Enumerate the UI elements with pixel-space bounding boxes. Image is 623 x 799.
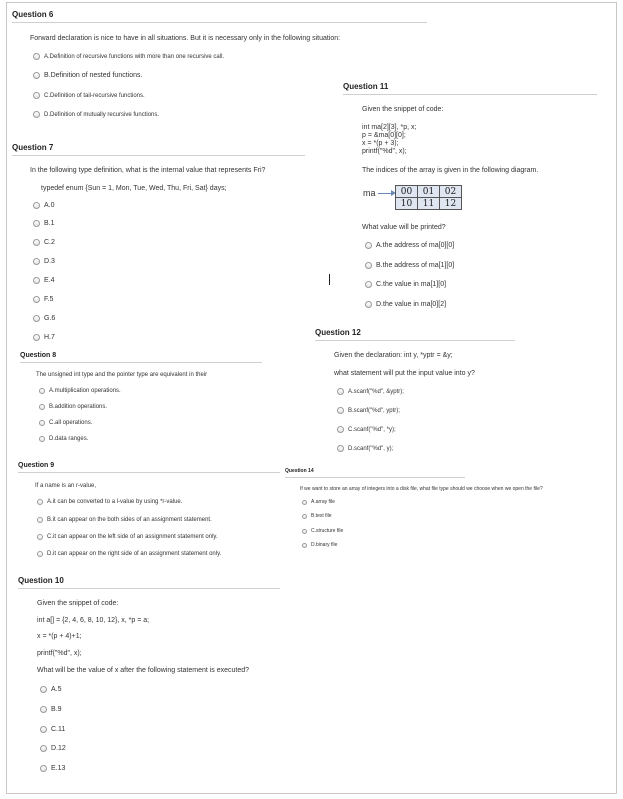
question-10-code-line-3: printf("%d", x); [37,650,82,657]
radio-button[interactable] [33,315,40,322]
radio-button[interactable] [337,388,344,395]
text-cursor-icon [329,274,330,285]
question-9-option-b[interactable]: B.it can appear on the both sides of an assignment statement. [37,517,212,523]
radio-button[interactable] [39,420,45,426]
question-8-title: Question 8 [20,352,262,363]
radio-button[interactable] [302,514,307,519]
question-11-title: Question 11 [343,82,597,95]
radio-button[interactable] [40,765,47,772]
radio-button[interactable] [33,220,40,227]
question-7-prompt: In the following type definition, what is the internal value that represents Fri? [30,167,266,174]
question-8-prompt: The unsigned int type and the pointer type are equivalent in their [36,372,208,378]
question-10-option-a[interactable]: A.5 [40,686,62,693]
question-14-option-a[interactable]: A.array file [302,499,335,505]
radio-button[interactable] [33,239,40,246]
question-11-code-line-2: p = &ma[0][0]; [362,132,406,139]
question-9-option-d[interactable]: D.it can appear on the right side of an assignment statement only. [37,551,221,557]
question-7-option-e[interactable]: E.4 [33,277,55,284]
array-cell-10: 10 [396,198,418,210]
question-7-code: typedef enum {Sun = 1, Mon, Tue, Wed, Thu, Fri, Sat} days; [41,185,227,192]
question-14-option-b[interactable]: B.text file [302,513,332,519]
array-label: ma [363,188,376,198]
question-7-option-h[interactable]: H.7 [33,334,55,341]
question-11-code-line-4: printf("%d", x); [362,148,407,155]
question-11-option-a[interactable]: A.the address of ma[0][0] [365,242,454,249]
radio-button[interactable] [37,517,43,523]
question-11-option-d[interactable]: D.the value in ma[0][2] [365,301,446,308]
question-14-title: Question 14 [285,468,465,478]
radio-button[interactable] [33,277,40,284]
radio-button[interactable] [40,726,47,733]
question-9-title: Question 9 [18,462,280,473]
radio-button[interactable] [33,53,40,60]
question-9-prompt: If a name is an r-value, [35,483,97,489]
radio-button[interactable] [33,72,40,79]
question-10-option-b[interactable]: B.9 [40,706,62,713]
array-cell-12: 12 [440,198,462,210]
radio-button[interactable] [33,202,40,209]
question-10-option-d[interactable]: D.12 [40,745,66,752]
question-8-option-d[interactable]: D.data ranges. [39,436,88,442]
radio-button[interactable] [302,543,307,548]
question-6-prompt: Forward declaration is nice to have in all situations. But it is necessary only in the following situation: [30,35,341,42]
question-10-option-e[interactable]: E.13 [40,765,65,772]
question-14-option-c[interactable]: C.structure file [302,528,343,534]
question-11-option-b[interactable]: B.the address of ma[1][0] [365,262,454,269]
radio-button[interactable] [33,111,40,118]
question-8-option-a[interactable]: A.multiplication operations. [39,388,121,394]
question-11-code-line-1: int ma[2][3], *p, x; [362,124,417,131]
question-7-option-g[interactable]: G.6 [33,315,55,322]
question-11-intro: Given the snippet of code: [362,106,444,113]
radio-button[interactable] [365,262,372,269]
question-7-title: Question 7 [12,143,305,156]
question-11-prompt: What value will be printed? [362,224,446,231]
question-8-option-b[interactable]: B.addition operations. [39,404,107,410]
question-9-option-a[interactable]: A.it can be converted to a l-value by using *r-value. [37,499,182,505]
radio-button[interactable] [302,529,307,534]
question-6-option-c[interactable]: C.Definition of tail-recursive functions. [33,92,145,99]
radio-button[interactable] [40,706,47,713]
array-cell-01: 01 [418,186,440,198]
array-cell-11: 11 [418,198,440,210]
radio-button[interactable] [365,301,372,308]
question-10-code-line-1: int a[] = {2, 4, 6, 8, 10, 12}, x, *p = a; [37,617,150,624]
question-10-intro: Given the snippet of code: [37,600,119,607]
radio-button[interactable] [33,258,40,265]
radio-button[interactable] [39,388,45,394]
question-11-diagram-caption: The indices of the array is given in the following diagram. [362,167,539,174]
radio-button[interactable] [365,242,372,249]
radio-button[interactable] [33,92,40,99]
question-7-option-c[interactable]: C.2 [33,239,55,246]
arrow-icon [378,193,392,194]
question-11-option-c[interactable]: C.the value in ma[1][0] [365,281,446,288]
question-7-option-b[interactable]: B.1 [33,220,55,227]
radio-button[interactable] [40,686,47,693]
radio-button[interactable] [39,404,45,410]
question-14-prompt: If we want to store an array of integers into a disk file, what file type should we choose when we open the file? [300,486,543,492]
page-frame [6,2,617,794]
question-10-title: Question 10 [18,576,280,589]
question-11-code-line-3: x = *(p + 3); [362,140,399,147]
question-12-prompt: what statement will put the input value into y? [334,370,475,377]
question-12-option-d[interactable]: D.scanf("%d", y); [337,445,393,452]
radio-button[interactable] [33,296,40,303]
question-10-option-c[interactable]: C.11 [40,726,65,733]
question-12-option-b[interactable]: B.scanf("%d", yptr); [337,407,400,414]
array-diagram [395,185,462,210]
question-6-option-b[interactable]: B.Definition of nested functions. [33,72,142,79]
radio-button[interactable] [33,334,40,341]
radio-button[interactable] [37,551,43,557]
question-12-title: Question 12 [315,328,515,341]
question-8-option-c[interactable]: C.all operations. [39,420,92,426]
radio-button[interactable] [37,534,43,540]
radio-button[interactable] [337,407,344,414]
question-6-title: Question 6 [12,10,427,23]
question-6-option-a[interactable]: A.Definition of recursive functions with more than one recursive call. [33,53,224,60]
question-7-option-f[interactable]: F.5 [33,296,53,303]
array-cell-02: 02 [440,186,462,198]
question-6-option-d[interactable]: D.Definition of mutually recursive functions. [33,111,159,118]
radio-button[interactable] [365,281,372,288]
array-row-0 [396,186,462,198]
radio-button[interactable] [39,436,45,442]
question-9-option-c[interactable]: C.it can appear on the left side of an assignment statement only. [37,534,218,540]
radio-button[interactable] [337,426,344,433]
array-row-1 [396,198,462,210]
question-12-option-a[interactable]: A.scanf("%d", &yptr); [337,388,404,395]
question-7-option-d[interactable]: D.3 [33,258,55,265]
question-7-option-a[interactable]: A.0 [33,202,55,209]
radio-button[interactable] [337,445,344,452]
radio-button[interactable] [37,499,43,505]
question-10-prompt: What will be the value of x after the following statement is executed? [37,667,250,674]
array-cell-00: 00 [396,186,418,198]
question-10-code-line-2: x = *(p + 4)+1; [37,633,82,640]
question-12-option-c[interactable]: C.scanf("%d", *y); [337,426,396,433]
question-12-intro: Given the declaration: int y, *yptr = &y; [334,352,453,359]
radio-button[interactable] [40,745,47,752]
radio-button[interactable] [302,500,307,505]
question-14-option-d[interactable]: D.binary file [302,542,337,548]
